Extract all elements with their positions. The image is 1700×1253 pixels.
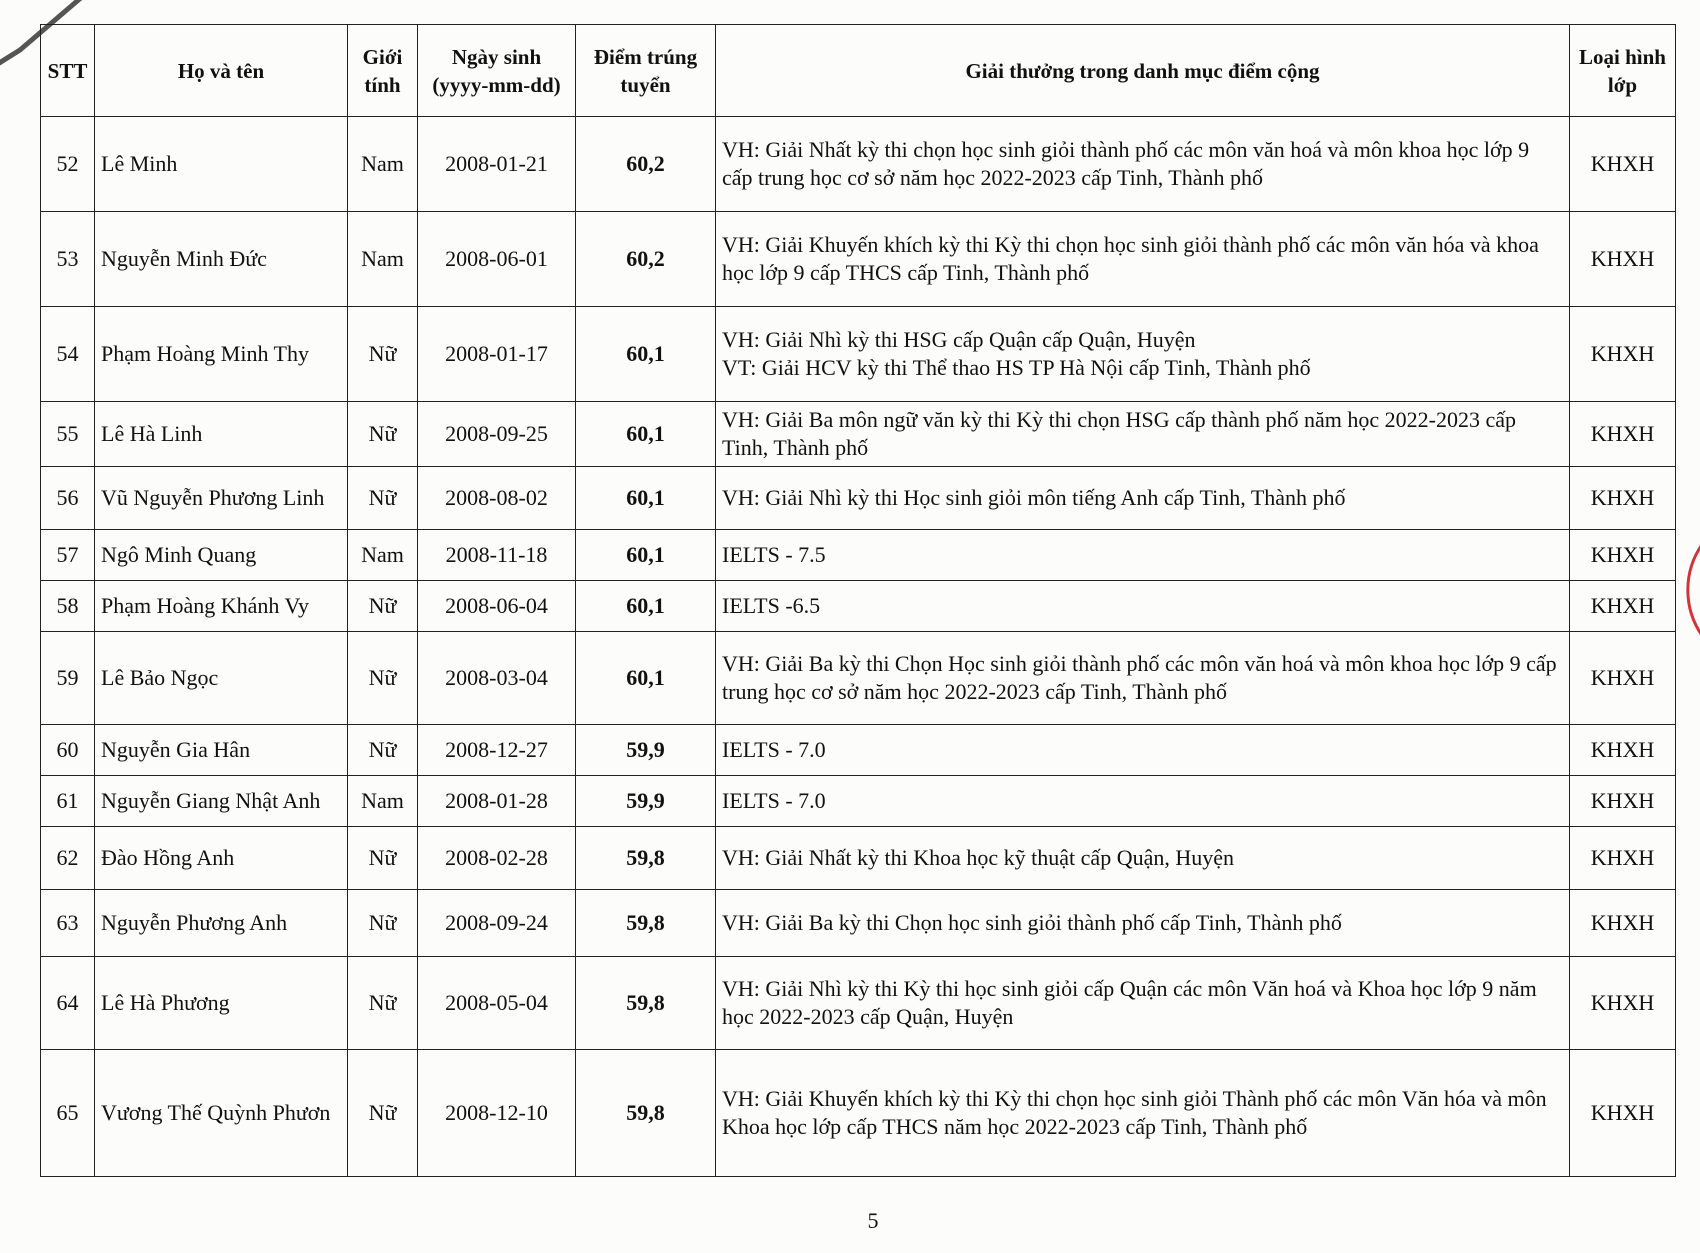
row-class-type: KHXH (1570, 402, 1676, 467)
row-name: Nguyễn Minh Đức (95, 212, 348, 307)
row-gender: Nam (348, 117, 418, 212)
row-stt: 53 (41, 212, 95, 307)
row-gender: Nữ (348, 581, 418, 632)
row-award (716, 307, 1570, 402)
row-dob: 2008-06-04 (418, 581, 576, 632)
table-row (41, 776, 1676, 827)
award-line: VH: Giải Nhì kỳ thi HSG cấp Quận cấp Quận, Huyện (722, 327, 1196, 352)
row-stt: 60 (41, 725, 95, 776)
row-class-type: KHXH (1570, 581, 1676, 632)
row-score: 59,8 (576, 890, 716, 957)
row-score: 60,2 (576, 117, 716, 212)
row-score: 59,9 (576, 725, 716, 776)
row-award (716, 117, 1570, 212)
header-score: Điểm trúng tuyển (576, 25, 716, 117)
row-stt: 65 (41, 1050, 95, 1177)
row-gender: Nữ (348, 307, 418, 402)
row-class-type: KHXH (1570, 725, 1676, 776)
row-gender: Nam (348, 530, 418, 581)
header-gender: Giới tính (348, 25, 418, 117)
row-name: Phạm Hoàng Khánh Vy (95, 581, 348, 632)
row-stt: 58 (41, 581, 95, 632)
row-name: Phạm Hoàng Minh Thy (95, 307, 348, 402)
award-line: VH: Giải Nhì kỳ thi Học sinh giỏi môn tiếng Anh cấp Tinh, Thành phố (722, 485, 1346, 510)
row-dob: 2008-01-28 (418, 776, 576, 827)
row-gender: Nam (348, 776, 418, 827)
row-class-type: KHXH (1570, 1050, 1676, 1177)
row-class-type: KHXH (1570, 827, 1676, 890)
row-score: 60,2 (576, 212, 716, 307)
row-stt: 55 (41, 402, 95, 467)
award-line: VH: Giải Nhất kỳ thi Khoa học kỹ thuật cấp Quận, Huyện (722, 845, 1234, 870)
row-dob: 2008-12-27 (418, 725, 576, 776)
table-row (41, 890, 1676, 957)
row-gender: Nữ (348, 467, 418, 530)
row-name: Nguyễn Gia Hân (95, 725, 348, 776)
row-name: Nguyễn Phương Anh (95, 890, 348, 957)
row-class-type: KHXH (1570, 890, 1676, 957)
header-stt: STT (41, 25, 95, 117)
row-name: Vũ Nguyễn Phương Linh (95, 467, 348, 530)
table-row (41, 957, 1676, 1050)
table-row (41, 402, 1676, 467)
row-name: Đào Hồng Anh (95, 827, 348, 890)
header-award: Giải thưởng trong danh mục điểm cộng (716, 25, 1570, 117)
row-stt: 54 (41, 307, 95, 402)
award-line: IELTS -6.5 (722, 593, 821, 618)
award-line: VH: Giải Ba môn ngữ văn kỳ thi Kỳ thi chọn HSG cấp thành phố năm học 2022-2023 cấp Tinh, Thành phố (722, 407, 1517, 460)
row-award (716, 212, 1570, 307)
row-gender: Nữ (348, 827, 418, 890)
row-dob: 2008-09-24 (418, 890, 576, 957)
row-dob: 2008-12-10 (418, 1050, 576, 1177)
row-class-type: KHXH (1570, 530, 1676, 581)
table-row (41, 1050, 1676, 1177)
row-gender: Nam (348, 212, 418, 307)
row-gender: Nữ (348, 632, 418, 725)
row-dob: 2008-01-17 (418, 307, 576, 402)
row-score: 59,8 (576, 827, 716, 890)
row-class-type: KHXH (1570, 632, 1676, 725)
row-score: 59,9 (576, 776, 716, 827)
row-gender: Nữ (348, 890, 418, 957)
row-stt: 56 (41, 467, 95, 530)
award-line: VH: Giải Nhất kỳ thi chọn học sinh giỏi thành phố các môn văn hoá và môn khoa học lớp 9 cấp trung học cơ sở năm học 2022-2023 cấp Tinh, Thành phố (722, 137, 1530, 190)
row-award (716, 827, 1570, 890)
row-score: 60,1 (576, 467, 716, 530)
row-dob: 2008-02-28 (418, 827, 576, 890)
row-award (716, 467, 1570, 530)
award-line: VH: Giải Ba kỳ thi Chọn Học sinh giỏi thành phố các môn văn hoá và môn khoa học lớp 9 cấp trung học cơ sở năm học 2022-2023 cấp Tinh, Thành phố (722, 651, 1557, 704)
table-row (41, 467, 1676, 530)
row-score: 60,1 (576, 581, 716, 632)
award-line: VH: Giải Khuyến khích kỳ thi Kỳ thi chọn học sinh giỏi Thành phố các môn Văn hóa và môn Khoa học lớp cấp THCS năm học 2022-2023 cấp Tinh, Thành phố (722, 1086, 1547, 1139)
official-stamp (1680, 510, 1700, 670)
row-class-type: KHXH (1570, 957, 1676, 1050)
row-award (716, 632, 1570, 725)
table-row (41, 632, 1676, 725)
row-gender: Nữ (348, 402, 418, 467)
row-gender: Nữ (348, 725, 418, 776)
row-award (716, 890, 1570, 957)
row-class-type: KHXH (1570, 307, 1676, 402)
row-stt: 64 (41, 957, 95, 1050)
row-stt: 59 (41, 632, 95, 725)
table-row (41, 307, 1676, 402)
table-row (41, 530, 1676, 581)
award-line: VH: Giải Nhì kỳ thi Kỳ thi học sinh giỏi cấp Quận các môn Văn hoá và Khoa học lớp 9 năm học 2022-2023 cấp Quận, Huyện (722, 976, 1537, 1029)
row-score: 60,1 (576, 530, 716, 581)
award-line: VT: Giải HCV kỳ thi Thể thao HS TP Hà Nội cấp Tinh, Thành phố (722, 355, 1311, 380)
row-dob: 2008-08-02 (418, 467, 576, 530)
row-class-type: KHXH (1570, 117, 1676, 212)
row-score: 59,8 (576, 1050, 716, 1177)
row-score: 60,1 (576, 402, 716, 467)
row-award (716, 581, 1570, 632)
row-dob: 2008-03-04 (418, 632, 576, 725)
table-row (41, 827, 1676, 890)
row-award (716, 1050, 1570, 1177)
row-stt: 52 (41, 117, 95, 212)
row-name: Lê Minh (95, 117, 348, 212)
row-award (716, 957, 1570, 1050)
row-award (716, 776, 1570, 827)
header-class-type: Loại hình lớp (1570, 25, 1676, 117)
row-award (716, 725, 1570, 776)
table-row (41, 212, 1676, 307)
row-score: 60,1 (576, 307, 716, 402)
page-number: 5 (867, 1208, 879, 1233)
header-dob: Ngày sinh (yyyy-mm-dd) (418, 25, 576, 117)
row-name: Nguyễn Giang Nhật Anh (95, 776, 348, 827)
row-dob: 2008-01-21 (418, 117, 576, 212)
row-dob: 2008-05-04 (418, 957, 576, 1050)
table-row (41, 581, 1676, 632)
header-row (41, 25, 1676, 117)
row-award (716, 530, 1570, 581)
row-name: Vương Thế Quỳnh Phươn (95, 1050, 348, 1177)
award-line: VH: Giải Khuyến khích kỳ thi Kỳ thi chọn học sinh giỏi thành phố các môn văn hóa và khoa học lớp 9 cấp THCS cấp Tinh, Thành phố (722, 232, 1539, 285)
row-name: Lê Bảo Ngọc (95, 632, 348, 725)
row-dob: 2008-11-18 (418, 530, 576, 581)
row-award (716, 402, 1570, 467)
table-row (41, 725, 1676, 776)
row-name: Ngô Minh Quang (95, 530, 348, 581)
award-line: IELTS - 7.0 (722, 737, 826, 762)
admission-table (40, 24, 1676, 1177)
row-class-type: KHXH (1570, 212, 1676, 307)
row-class-type: KHXH (1570, 467, 1676, 530)
row-dob: 2008-06-01 (418, 212, 576, 307)
row-name: Lê Hà Linh (95, 402, 348, 467)
row-dob: 2008-09-25 (418, 402, 576, 467)
award-line: IELTS - 7.0 (722, 788, 826, 813)
row-gender: Nữ (348, 1050, 418, 1177)
award-line: IELTS - 7.5 (722, 542, 826, 567)
row-name: Lê Hà Phương (95, 957, 348, 1050)
award-line: VH: Giải Ba kỳ thi Chọn học sinh giỏi thành phố cấp Tinh, Thành phố (722, 910, 1342, 935)
table-row (41, 117, 1676, 212)
row-gender: Nữ (348, 957, 418, 1050)
row-stt: 63 (41, 890, 95, 957)
row-stt: 62 (41, 827, 95, 890)
row-class-type: KHXH (1570, 776, 1676, 827)
header-name: Họ và tên (95, 25, 348, 117)
row-score: 60,1 (576, 632, 716, 725)
row-stt: 61 (41, 776, 95, 827)
row-score: 59,8 (576, 957, 716, 1050)
row-stt: 57 (41, 530, 95, 581)
